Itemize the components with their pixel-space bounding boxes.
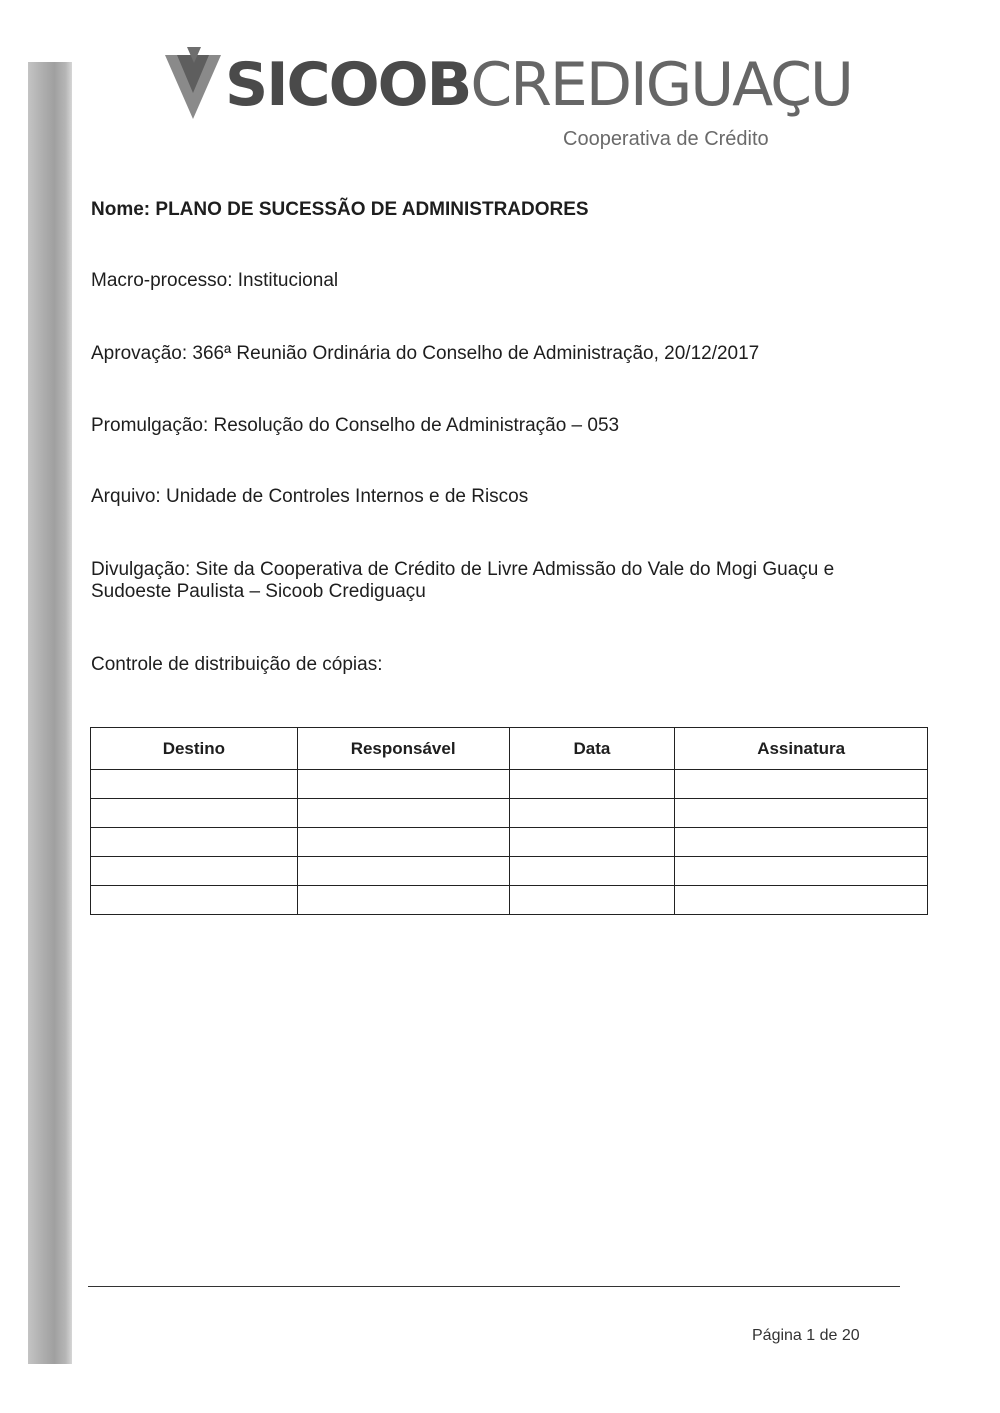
- cell-assinatura: [675, 828, 928, 857]
- footer-divider: [88, 1286, 900, 1287]
- cell-destino: [91, 857, 298, 886]
- table-row: [91, 799, 928, 828]
- divulgacao-line-1: Divulgação: Site da Cooperativa de Crédito de Livre Admissão do Vale do Mogi Guaçu e: [91, 559, 835, 580]
- table-header-row: [91, 728, 928, 770]
- cell-responsavel: [297, 857, 509, 886]
- aprovacao-line: Aprovação: 366ª Reunião Ordinária do Conselho de Administração, 20/12/2017: [91, 343, 760, 364]
- cell-responsavel: [297, 799, 509, 828]
- sicoob-triangle-icon: [163, 45, 225, 125]
- cell-data: [509, 770, 675, 799]
- macro-processo-line: Macro-processo: Institucional: [91, 270, 339, 291]
- cell-assinatura: [675, 770, 928, 799]
- cell-assinatura: [675, 799, 928, 828]
- nome-label: Nome:: [91, 199, 151, 220]
- header-data: Data: [509, 728, 675, 770]
- scan-edge-shadow: [28, 62, 72, 1364]
- table-row: [91, 886, 928, 915]
- table-row: [91, 857, 928, 886]
- arquivo-line: Arquivo: Unidade de Controles Internos e de Riscos: [91, 486, 529, 507]
- cell-assinatura: [675, 857, 928, 886]
- cell-destino: [91, 799, 298, 828]
- cell-responsavel: [297, 770, 509, 799]
- cell-data: [509, 799, 675, 828]
- cell-destino: [91, 828, 298, 857]
- logo-wordmark: [225, 47, 852, 123]
- cell-data: [509, 857, 675, 886]
- distribution-table: [90, 727, 928, 915]
- cell-data: [509, 828, 675, 857]
- document-title: [91, 199, 589, 221]
- page-number: Página 1 de 20: [752, 1327, 860, 1344]
- cell-destino: [91, 886, 298, 915]
- cell-responsavel: [297, 828, 509, 857]
- cell-assinatura: [675, 886, 928, 915]
- header-destino: Destino: [91, 728, 298, 770]
- sicoob-crediguacu-logo: [163, 43, 852, 158]
- table-row: [91, 828, 928, 857]
- cell-responsavel: [297, 886, 509, 915]
- promulgacao-line: Promulgação: Resolução do Conselho de Administração – 053: [91, 415, 620, 436]
- divulgacao-line-2: Sudoeste Paulista – Sicoob Crediguaçu: [91, 581, 426, 602]
- header-responsavel: Responsável: [297, 728, 509, 770]
- logo-brand-light: CREDIGUAÇU: [470, 50, 852, 120]
- cell-destino: [91, 770, 298, 799]
- logo-tagline: Cooperativa de Crédito: [563, 128, 769, 150]
- controle-distribuicao-line: Controle de distribuição de cópias:: [91, 654, 383, 675]
- table-row: [91, 770, 928, 799]
- nome-value: PLANO DE SUCESSÃO DE ADMINISTRADORES: [155, 199, 589, 220]
- logo-brand-bold: SICOOB: [225, 50, 471, 120]
- cell-data: [509, 886, 675, 915]
- header-assinatura: Assinatura: [675, 728, 928, 770]
